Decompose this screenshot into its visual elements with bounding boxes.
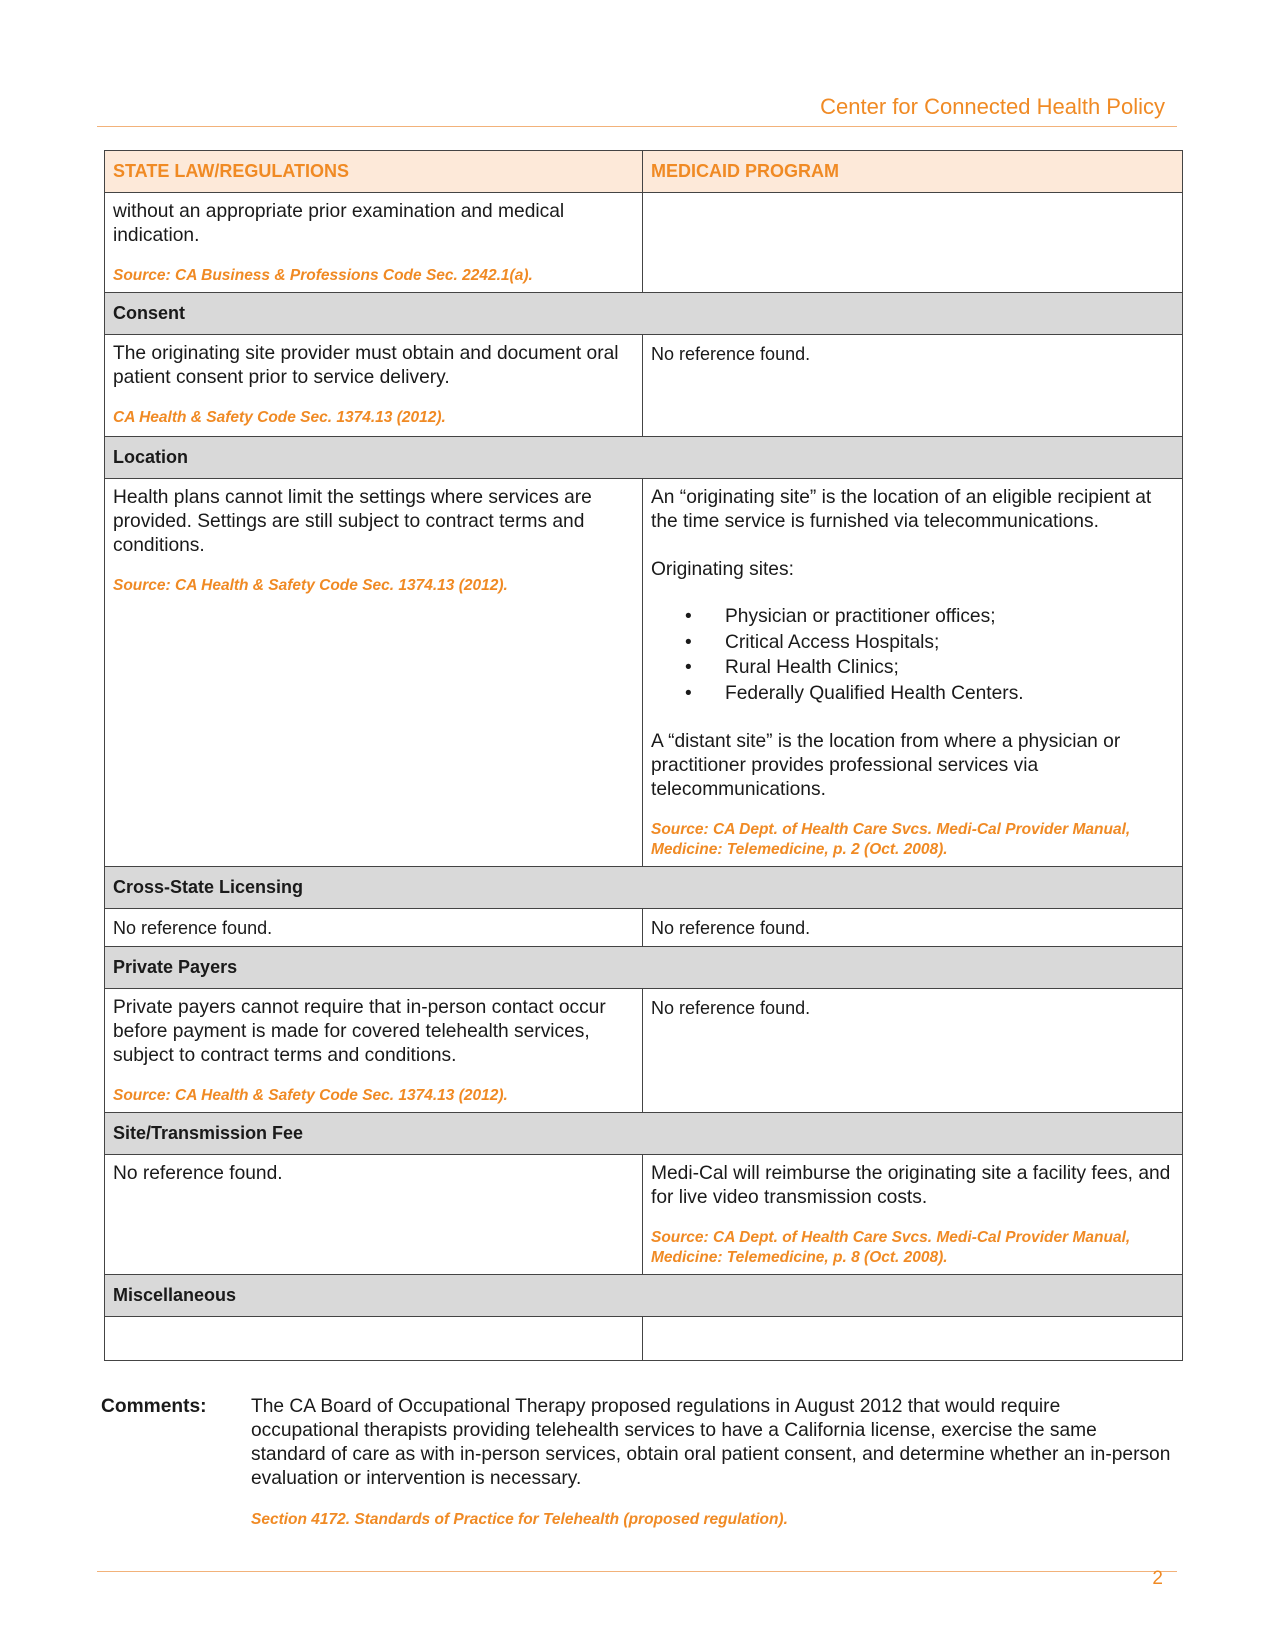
section-row-misc bbox=[105, 1275, 1183, 1317]
table-row bbox=[105, 989, 1183, 1113]
section-row-site-fee bbox=[105, 1113, 1183, 1155]
source-citation: Source: CA Health & Safety Code Sec. 1374.13 (2012). bbox=[113, 1087, 508, 1104]
state-cell bbox=[105, 193, 643, 293]
section-heading: Location bbox=[105, 437, 1183, 479]
list-item-text: Federally Qualified Health Centers. bbox=[725, 682, 1024, 704]
list-item-text: Critical Access Hospitals; bbox=[725, 631, 940, 653]
cell-text: No reference found. bbox=[113, 918, 273, 938]
section-row-location bbox=[105, 437, 1183, 479]
bullet-icon: • bbox=[685, 657, 692, 678]
policy-table bbox=[104, 150, 1183, 1361]
source-citation: Section 4172. Standards of Practice for Telehealth (proposed regulation). bbox=[251, 1511, 788, 1528]
section-heading: Cross-State Licensing bbox=[105, 867, 1183, 909]
state-cell bbox=[105, 1317, 643, 1361]
medicaid-cell bbox=[643, 1317, 1183, 1361]
medicaid-cell bbox=[643, 989, 1183, 1113]
cell-text: A “distant site” is the location from where a physician or practitioner provides professional services via telecommunications. bbox=[651, 731, 1121, 800]
header-title: Center for Connected Health Policy bbox=[820, 94, 1165, 119]
state-cell bbox=[105, 479, 643, 867]
section-heading: Consent bbox=[105, 293, 1183, 335]
cell-text: Private payers cannot require that in-person contact occur before payment is made for covered telehealth services, subject to contract terms and conditions. bbox=[113, 997, 606, 1066]
state-cell bbox=[105, 1155, 643, 1275]
section-row-private-payers bbox=[105, 947, 1183, 989]
comments-block bbox=[101, 1395, 1171, 1530]
source-citation: CA Health & Safety Code Sec. 1374.13 (2012). bbox=[113, 409, 446, 426]
table-row bbox=[105, 335, 1183, 437]
source-citation: Source: CA Dept. of Health Care Svcs. Medi-Cal Provider Manual, Medicine: Telemedicine, p. 8 (Oct. 2008). bbox=[651, 1229, 1131, 1266]
cell-text: No reference found. bbox=[651, 918, 811, 938]
list-item bbox=[651, 655, 1174, 681]
list-item bbox=[651, 604, 1174, 630]
section-heading: Site/Transmission Fee bbox=[105, 1113, 1183, 1155]
header-rule bbox=[97, 126, 1177, 127]
medicaid-cell bbox=[643, 335, 1183, 437]
section-row-consent bbox=[105, 293, 1183, 335]
list-heading: Originating sites: bbox=[651, 559, 794, 580]
table-row bbox=[105, 1317, 1183, 1361]
source-citation: Source: CA Health & Safety Code Sec. 1374.13 (2012). bbox=[113, 577, 508, 594]
comments-text: The CA Board of Occupational Therapy proposed regulations in August 2012 that would require occupational therapists providing telehealth services to have a California license, exercise the same standard of care as with in-person services, obtain oral patient consent, and determine whether an in-person evaluation or intervention is necessary. bbox=[251, 1396, 1171, 1489]
page-number: 2 bbox=[1152, 1568, 1163, 1589]
medicaid-cell bbox=[643, 479, 1183, 867]
comments-body bbox=[251, 1395, 1171, 1530]
footer-rule bbox=[97, 1571, 1177, 1572]
cell-text: without an appropriate prior examination and medical indication. bbox=[113, 201, 565, 246]
column-header-state: STATE LAW/REGULATIONS bbox=[105, 151, 643, 193]
list-item bbox=[651, 630, 1174, 656]
state-cell bbox=[105, 909, 643, 947]
list-item-text: Physician or practitioner offices; bbox=[725, 606, 996, 627]
table-row bbox=[105, 479, 1183, 867]
source-citation: Source: CA Business & Professions Code Sec. 2242.1(a). bbox=[113, 267, 533, 284]
cell-text: No reference found. bbox=[651, 998, 811, 1018]
medicaid-cell bbox=[643, 909, 1183, 947]
state-cell bbox=[105, 335, 643, 437]
cell-text: An “originating site” is the location of an eligible recipient at the time service is furnished via telecommunications. bbox=[651, 487, 1152, 532]
section-heading: Private Payers bbox=[105, 947, 1183, 989]
table-row bbox=[105, 909, 1183, 947]
column-header-medicaid: MEDICAID PROGRAM bbox=[643, 151, 1183, 193]
list-item bbox=[651, 681, 1174, 707]
section-heading: Miscellaneous bbox=[105, 1275, 1183, 1317]
cell-text: The originating site provider must obtain and document oral patient consent prior to service delivery. bbox=[113, 343, 619, 388]
cell-text: No reference found. bbox=[651, 344, 811, 364]
medicaid-cell bbox=[643, 1155, 1183, 1275]
medicaid-cell bbox=[643, 193, 1183, 293]
table-header-row bbox=[105, 151, 1183, 193]
source-citation: Source: CA Dept. of Health Care Svcs. Medi-Cal Provider Manual, Medicine: Telemedicine, p. 2 (Oct. 2008). bbox=[651, 821, 1131, 858]
bullet-icon: • bbox=[685, 682, 692, 704]
cell-text: No reference found. bbox=[113, 1163, 283, 1184]
table-row bbox=[105, 193, 1183, 293]
originating-sites-list bbox=[651, 604, 1174, 706]
section-row-licensing bbox=[105, 867, 1183, 909]
cell-text: Health plans cannot limit the settings where services are provided. Settings are still subject to contract terms and conditions. bbox=[113, 487, 592, 556]
cell-text: Medi-Cal will reimburse the originating site a facility fees, and for live video transmission costs. bbox=[651, 1163, 1171, 1208]
list-item-text: Rural Health Clinics; bbox=[725, 657, 899, 678]
bullet-icon: • bbox=[685, 631, 692, 653]
table-row bbox=[105, 1155, 1183, 1275]
state-cell bbox=[105, 989, 643, 1113]
comments-label: Comments: bbox=[101, 1396, 207, 1417]
bullet-icon: • bbox=[685, 606, 692, 627]
